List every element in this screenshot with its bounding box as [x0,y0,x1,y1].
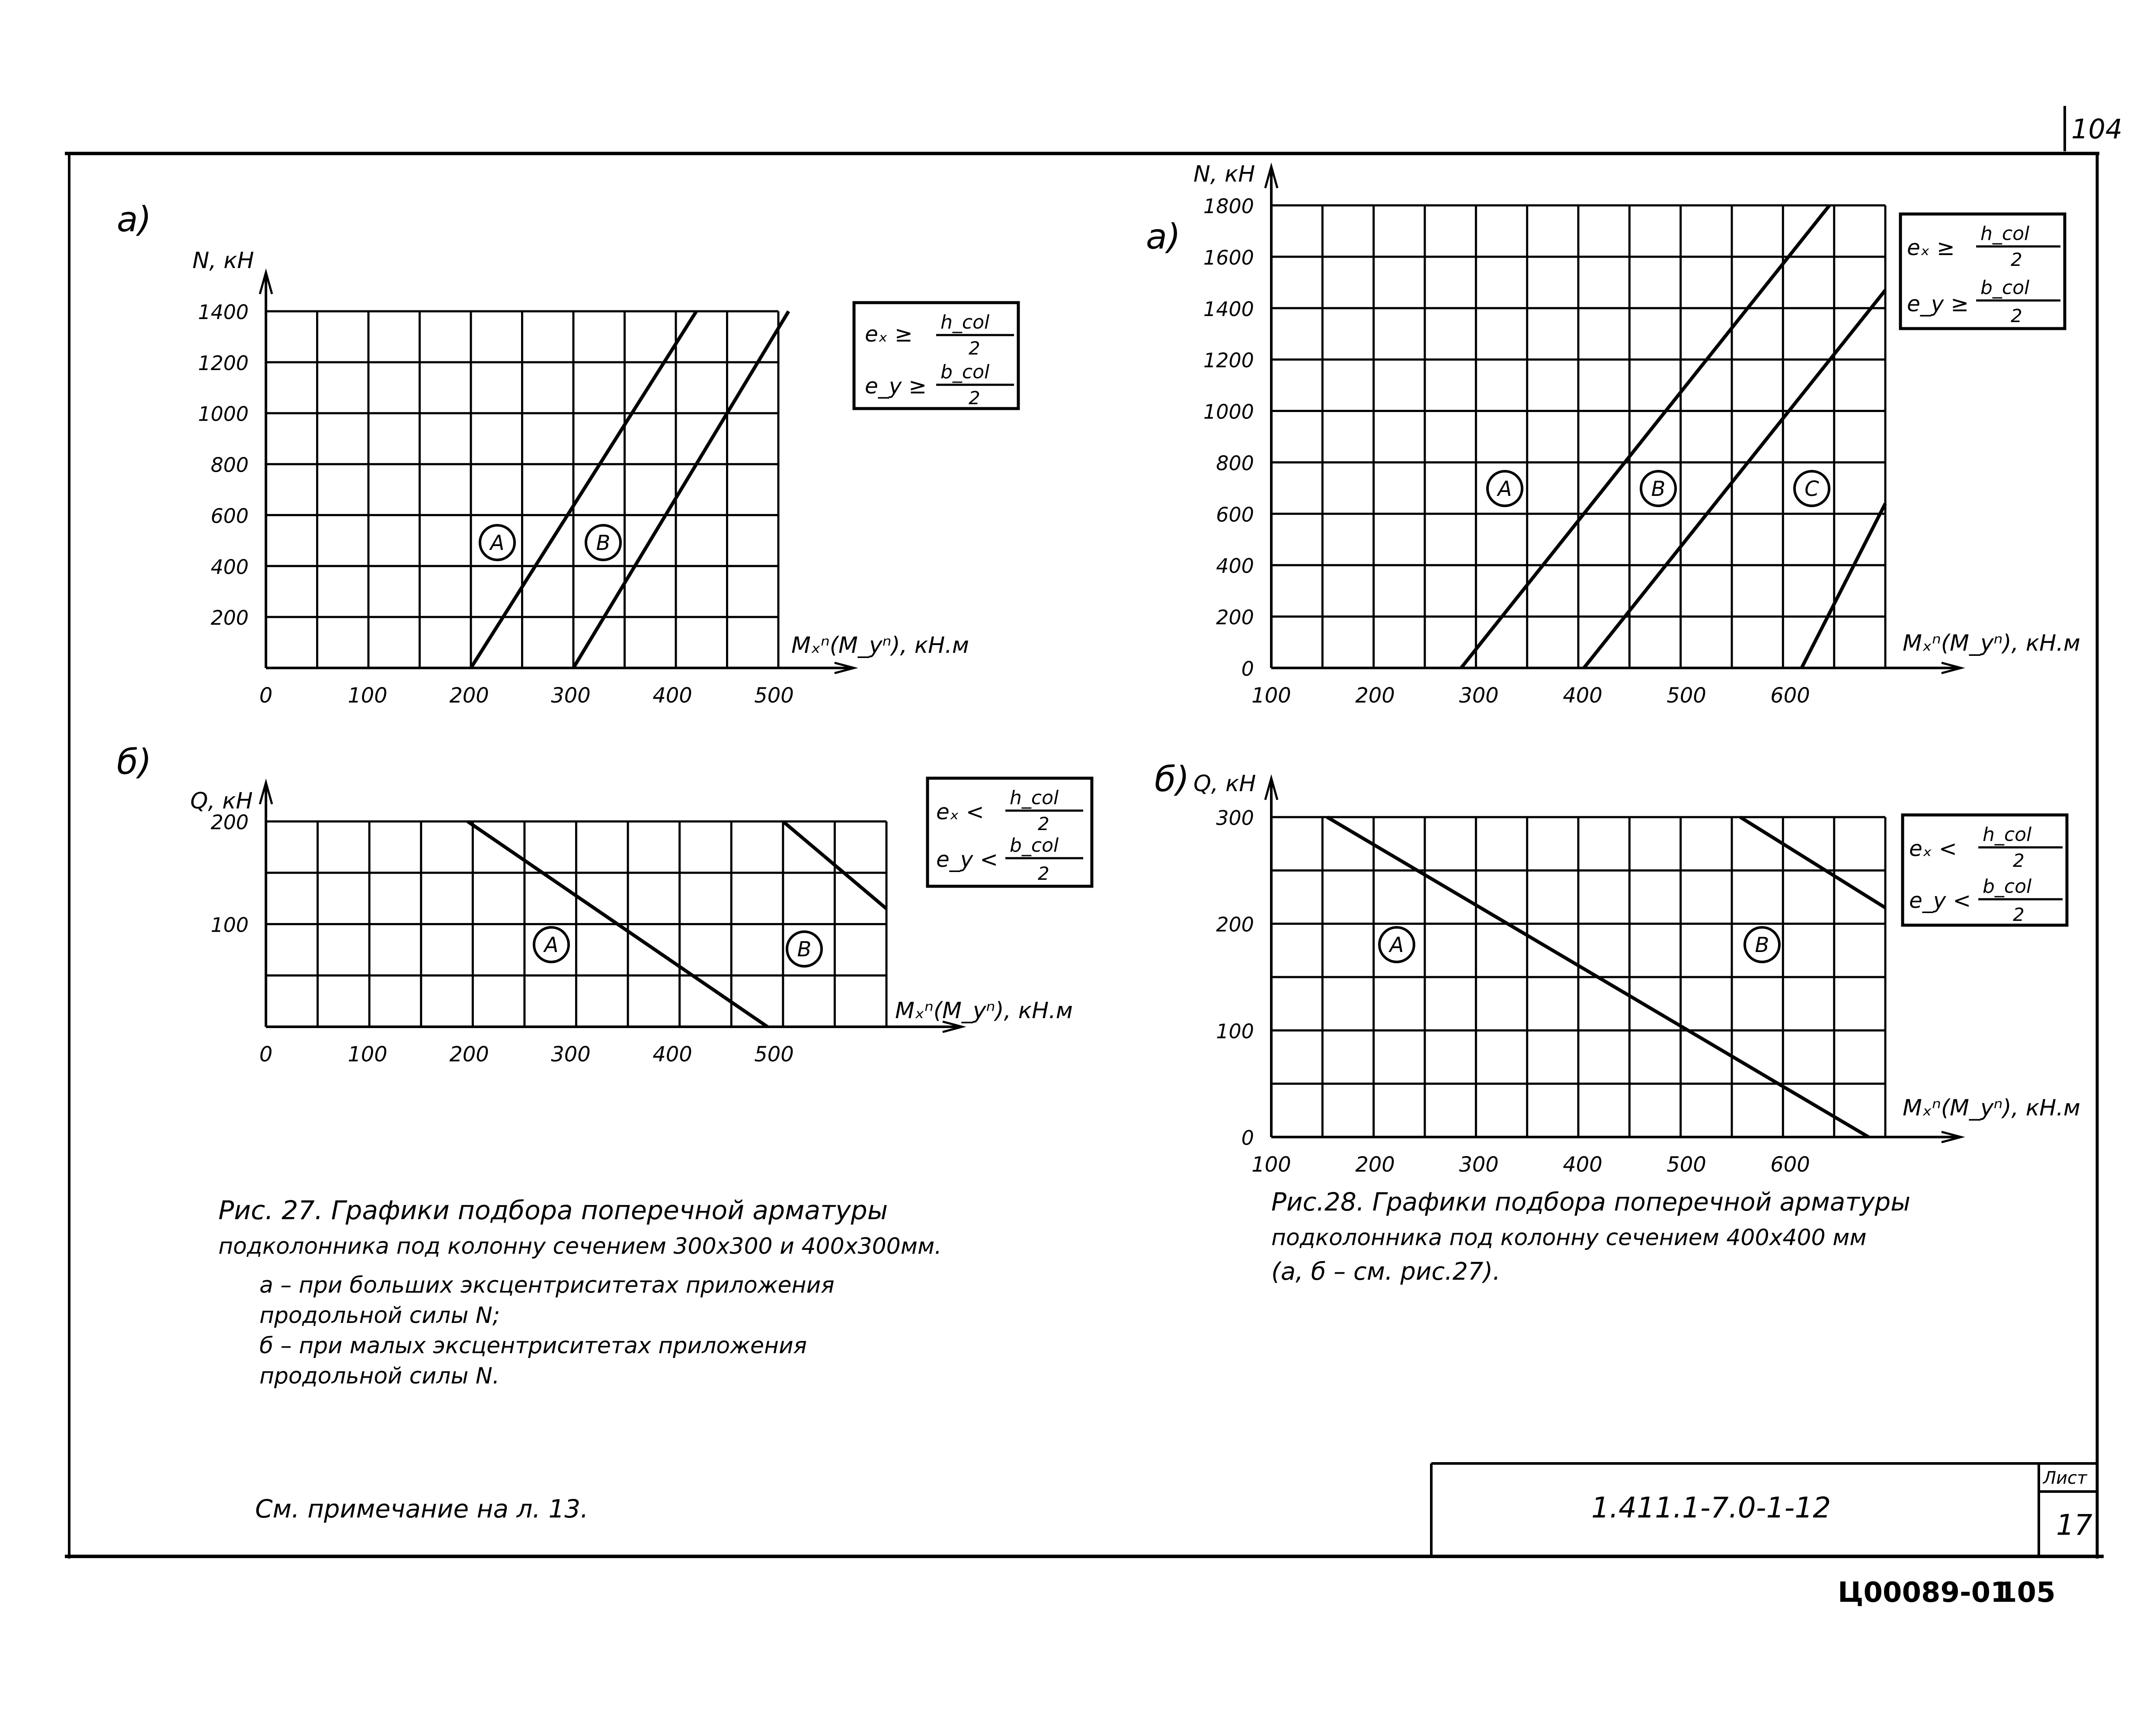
fig27a-y-tick-label: 600 [211,504,249,528]
cond-28b-ex: eₓ < [1909,836,1957,861]
fig28b-x-tick-label: 600 [1770,1153,1810,1177]
cond-27b-h: h_col [1010,787,1059,809]
condition-box-28a [1900,214,2065,329]
fig28b-x-tick-label: 400 [1563,1153,1603,1177]
fig27a-series-b-line [573,311,789,668]
fig27b-x-tick-label: 200 [449,1042,489,1067]
cond-27a-ey: e_y ≥ [865,374,927,399]
fig27a-x-tick-label: 200 [449,684,489,708]
fig27-item-b-line1: б – при малых эксцентриситетах приложения [259,1333,807,1359]
fig28a-y-tick-label: 1000 [1203,400,1254,424]
fig27a-series-b-label: B [596,531,611,555]
cond-28a-ey: e_y ≥ [1907,291,1969,316]
cond-27a-b: b_col [940,361,990,383]
fig28b-y-tick-label: 0 [1241,1126,1254,1150]
fig27b-y-tick-label: 200 [211,811,249,834]
fig28a-x-tick-label: 600 [1770,684,1810,708]
fig27a-y-tick-label: 1000 [198,402,249,426]
cond-27b-b: b_col [1010,834,1059,856]
fig27-caption-line2: подколонника под колонну сечением 300x300 и 400x300мм. [218,1233,942,1259]
fig28a-y-axis-label: N, кН [1193,161,1255,187]
fig28a-y-tick-label: 800 [1216,451,1254,475]
fig27a-x-axis-label: Mₓⁿ(M_yⁿ), кН.м [791,632,969,658]
cond-28a-ex: eₓ ≥ [1907,235,1955,260]
fig27-item-b-line2: продольной силы N. [259,1363,500,1389]
cond-28b-b: b_col [1983,875,2032,898]
fig27b-x-tick-label: 100 [348,1042,387,1067]
fig27a-x-tick-label: 300 [551,684,591,708]
fig28a-y-tick-label: 1800 [1203,195,1254,218]
fig27-caption [218,1195,942,1389]
fig28a-y-tick-label: 1200 [1203,348,1254,372]
cond-28a-b: b_col [1980,277,2030,299]
fig28b-x-axis-label: Mₓⁿ(M_yⁿ), кН.м [1903,1095,2080,1121]
fig27b-series-a-label: A [544,933,559,957]
fig28a-x-tick-label: 200 [1355,684,1395,708]
cond-28b-h: h_col [1983,824,2032,846]
fig28-caption-line1: Рис.28. Графики подбора поперечной арматуры [1271,1187,1911,1217]
fig28a-x-axis-label: Mₓⁿ(M_yⁿ), кН.м [1903,630,2080,656]
cond-28b-den2: 2 [2013,904,2025,925]
fig27a-x-tick-label: 500 [754,684,794,708]
fig27-item-a-line2: продольной силы N; [259,1303,500,1329]
fig27b-series-b-label: B [797,937,812,962]
doc-code: 1.411.1-7.0-1-12 [1591,1491,1831,1524]
fig27a-series-a-line [471,311,696,668]
fig27b-panel-label: б) [117,742,152,782]
fig28a-x-tick-label: 300 [1459,684,1499,708]
cond-27a-h: h_col [940,311,990,333]
fig28b-x-tick-label: 500 [1667,1153,1706,1177]
fig27b-x-tick-label: 500 [754,1042,794,1067]
fig28b-x-tick-label: 100 [1251,1153,1291,1177]
page-number-top: 104 [2071,113,2123,145]
fig27a-y-tick-label: 1400 [198,300,249,324]
fig28b-x-tick-label: 300 [1459,1153,1499,1177]
archive-code: Ц00089-01 [1838,1577,2010,1609]
fig28a-y-tick-label: 400 [1216,554,1254,578]
condition-box-28b [1903,815,2067,925]
cond-28a-den2: 2 [2011,305,2022,326]
cond-28b-ey: e_y < [1909,888,1971,913]
fig28b-series-a-label: A [1389,933,1404,957]
fig27a-y-axis-label: N, кН [192,248,254,274]
fig27-item-a-line1: а – при больших эксцентриситетах приложения [259,1272,835,1298]
cond-27b-den2: 2 [1038,863,1049,884]
page-number-bottom: 105 [1998,1577,2056,1609]
cond-27b-den1: 2 [1038,813,1049,834]
fig28a-y-tick-label: 200 [1216,606,1254,629]
fig28a-x-tick-label: 100 [1251,684,1291,708]
cond-27b-ey: e_y < [936,847,998,872]
fig27a-x-tick-label: 0 [259,684,273,708]
cond-27b-ex: eₓ < [936,799,984,824]
fig27a-x-tick-label: 100 [348,684,387,708]
fig28a-y-tick-label: 600 [1216,503,1254,527]
fig27b-x-tick-label: 0 [259,1042,273,1067]
fig27a-y-tick-label: 1200 [198,351,249,375]
condition-box-27a [854,303,1018,409]
charts-layer [117,161,2080,1177]
fig28-caption-line2: подколонника под колонну сечением 400x400 мм [1271,1225,1867,1251]
fig28a-series-a-label: A [1497,477,1512,501]
fig28a-x-tick-label: 500 [1667,684,1706,708]
fig27b-y-axis-label: Q, кН [190,788,253,814]
fig27-caption-line1: Рис. 27. Графики подбора поперечной арматуры [218,1195,888,1226]
fig28a-series-c-line [1801,504,1885,668]
cond-28a-den1: 2 [2011,249,2022,270]
fig27a-x-tick-label: 400 [653,684,692,708]
fig28a-y-tick-label: 1400 [1203,297,1254,321]
cond-27a-den1: 2 [969,338,980,359]
fig28b-y-tick-label: 300 [1216,806,1254,830]
fig27a-y-tick-label: 800 [211,453,249,477]
fig28b-panel-label: б) [1155,759,1190,799]
fig28a-panel-label: а) [1146,217,1181,257]
fig28b-y-tick-label: 200 [1216,913,1254,936]
fig27a-y-tick-label: 400 [211,555,249,579]
fig28a-y-tick-label: 1600 [1203,246,1254,269]
fig28a-y-tick-label: 0 [1241,657,1254,680]
fig28b-y-axis-label: Q, кН [1193,771,1256,797]
fig28b-series-b-label: B [1755,933,1769,957]
cond-27a-ex: eₓ ≥ [865,322,913,347]
cond-27a-den2: 2 [969,387,980,409]
cond-28a-h: h_col [1980,223,2030,245]
fig28b-x-tick-label: 200 [1355,1153,1395,1177]
cond-28b-den1: 2 [2013,850,2025,871]
fig27a-series-a-label: A [490,531,505,555]
fig27b-x-axis-label: Mₓⁿ(M_yⁿ), кН.м [895,998,1073,1024]
fig28a-series-b-label: B [1651,477,1666,501]
fig27a-panel-label: а) [117,199,152,240]
fig27b-x-tick-label: 300 [551,1042,591,1067]
fig28-caption-line3: (а, б – см. рис.27). [1271,1258,1500,1286]
fig28b-y-tick-label: 100 [1216,1019,1254,1043]
sheet-number: 17 [2056,1508,2092,1542]
note-text: См. примечание на л. 13. [255,1494,589,1524]
fig28a-series-a-line [1461,205,1830,668]
fig28a-series-c-label: C [1804,477,1819,501]
fig27b-y-tick-label: 100 [211,913,249,937]
fig28b-series-b-line [1740,817,1885,908]
sheet-label: Лист [2043,1468,2087,1488]
fig28a-x-tick-label: 400 [1563,684,1603,708]
fig27b-x-tick-label: 400 [653,1042,692,1067]
fig27a-y-tick-label: 200 [211,606,249,630]
condition-box-27b [928,778,1092,886]
fig28-caption [1271,1187,1910,1286]
